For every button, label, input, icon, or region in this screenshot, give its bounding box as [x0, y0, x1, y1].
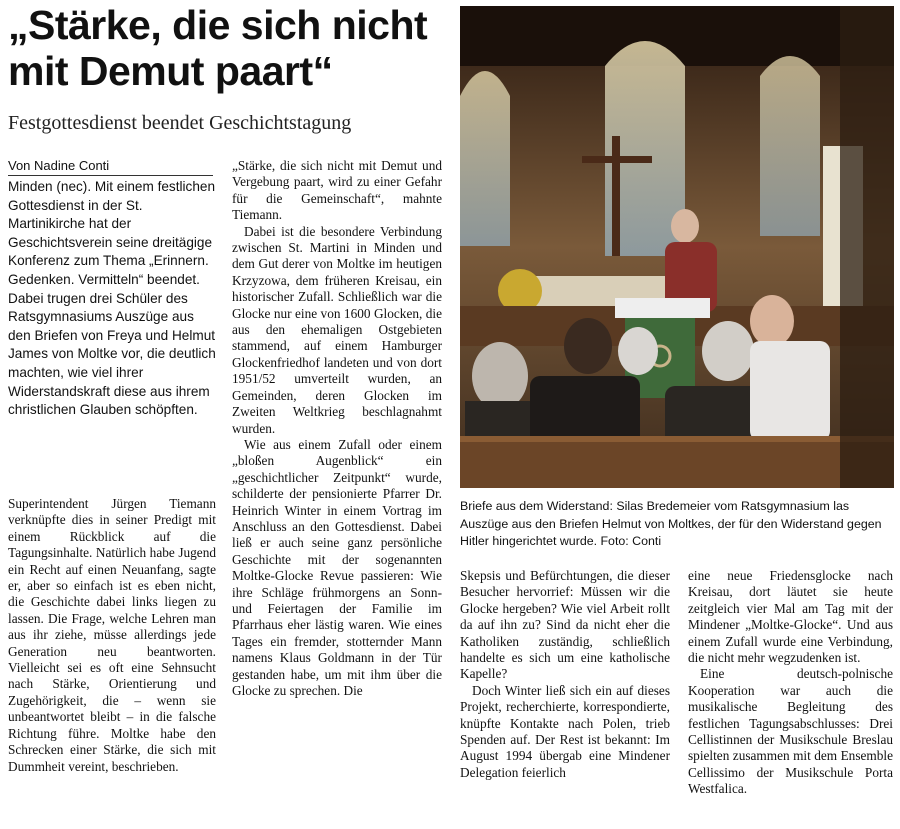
lead-paragraph: Minden (nec). Mit einem festlichen Gottesdienst in der St. Martinikirche hat der Geschichtsverein seine dreitägige Konferenz zum Thema „Erinnern. Gedenken. Vermitteln“ beendet. Dabei trugen drei Schüler des Ratsgymnasiums Auszüge aus den Briefen von Freya und Helmut James von Moltke vor, die deutlich machten, wie viel ihrer Widerstandskraft diese aus ihrem christlichen Glauben schöpften.	[8, 179, 216, 418]
audience-body	[530, 376, 640, 446]
audience-head	[564, 318, 612, 374]
stained-window-left	[460, 71, 510, 246]
audience-head	[750, 295, 794, 347]
article-headline: „Stärke, die sich nicht mit Demut paart“	[8, 2, 428, 94]
photo-caption: Briefe aus dem Widerstand: Silas Bredemeier vom Ratsgymnasium las Auszüge aus den Briefen Helmut von Moltkes, der für den Widerstand gegen Hitler hingerichtet wurde. Foto: Conti	[460, 499, 882, 549]
audience-head	[618, 327, 658, 375]
cross-horizontal	[582, 156, 652, 163]
audience-head	[702, 321, 754, 381]
article-photo	[460, 6, 894, 488]
article-column-2	[232, 158, 442, 699]
stained-window-right	[760, 56, 820, 236]
paragraph: Superintendent Jürgen Tiemann verknüpfte dies in seiner Predigt mit einem Rückblick auf die Tagungsinhalte. Natürlich habe Jugend ein Recht auf einen Neuanfang, sagte er, aber so einfach ist es eben nicht, die Geschichte dabei links liegen zu lassen. Die Frage, welche Lehren man aus ihr ziehe, müsse allerdings jede Generation neu beantworten. Vielleicht sei es oft eine Sehnsucht nach Stärke, Orientierung und Zugehörigkeit, die – wenn sie unbeantwortet bleibt – in die falsche Richtung führe. Moltke habe den Schrecken einer Stärke, die sich mit Dummheit vereint, beschrieben.	[8, 496, 216, 774]
audience-head	[472, 342, 528, 410]
paragraph: „Stärke, die sich nicht mit Demut und Vergebung paart, wird zu einer Gefahr für die Gemeinschaft“, mahnte Tiemann.	[232, 158, 442, 223]
article-column-1	[8, 496, 216, 775]
paragraph: Eine deutsch-polnische Kooperation war auch die musikalische Begleitung des festlichen Tagungsabschlusses: Drei Cellistinnen der Musikschule Breslau spielten zusammen mit dem Ensemble Cellissimo der Musikschule Porta Westfalica.	[688, 666, 893, 797]
speaker-head	[671, 209, 699, 243]
paragraph: Dabei ist die besondere Verbindung zwischen St. Martini in Minden und dem Gut derer von Moltke im heutigen Krzyzowa, dem früheren Kreisau, ein historischer Zufall. Schließlich war die Glocke nur eine von 1600 Glocken, die aus den ehemaligen Ostgebieten stammend, auf einem Hamburger Glockenfriedhof landeten und von dort 1951/52 umverteilt wurden, an Gemeinden, deren Glocken im Zweiten Weltkrieg beschlagnahmt wurden.	[232, 223, 442, 436]
church-photo-illustration	[460, 6, 894, 488]
pew-top	[460, 436, 894, 442]
paragraph: Doch Winter ließ sich ein auf dieses Projekt, recherchierte, korrespondierte, knüpfte Kontakte nach Polen, trieb Spenden auf. Der Rest ist bekannt: Im August 1994 übergab eine Mindener Delegation feierlich	[460, 682, 670, 780]
article-column-4	[688, 568, 893, 798]
paragraph: Wie aus einem Zufall oder einem „bloßen Augenblick“ ein „geschichtlicher Zeitpunkt“ wurde, schilderte der pensionierte Pfarrer Dr. Heinrich Winter in einem Vortrag im Anschluss an den Gottesdienst. Dabei ließ er auch seine ganz persönliche Geschichte mit der sogenannten Moltke-Glocke Revue passieren: Wie ihre Schläge frühmorgens an Sonn- und Feiertagen der Familie im Pfarrhaus eher lästig waren. Wie eines Tages ein fremder, stotternder Mann namens Klaus Goldmann in der Tür gestanden habe, um mit ihm über die Glocke zu sprechen. Die	[232, 436, 442, 698]
paragraph: Skepsis und Befürchtungen, die dieser Besucher hervorrief: Müssen wir die Glocke hergeben? Wie viel Arbeit rollt da auf ihn zu? Sind da nicht eher die Katholiken zuständig, schließlich handelte es sich um eine katholische Kapelle?	[460, 568, 670, 682]
cross-vertical	[612, 136, 620, 256]
article-column-3	[460, 568, 670, 781]
audience-body	[750, 341, 830, 441]
article-lead	[8, 178, 216, 420]
lectern-papers	[615, 298, 710, 318]
church-pew	[460, 436, 894, 488]
pillar	[840, 6, 894, 488]
article-byline: Von Nadine Conti	[8, 158, 213, 176]
paragraph: eine neue Friedensglocke nach Kreisau, dort läutet sie heute zeitgleich vier Mal am Tag mit der Mindener „Moltke-Glocke“. Und aus einem Zufall wurde eine Verbindung, die nicht mehr wegzudenken ist.	[688, 568, 893, 666]
article-subheadline: Festgottesdienst beendet Geschichtstagung	[8, 112, 352, 134]
